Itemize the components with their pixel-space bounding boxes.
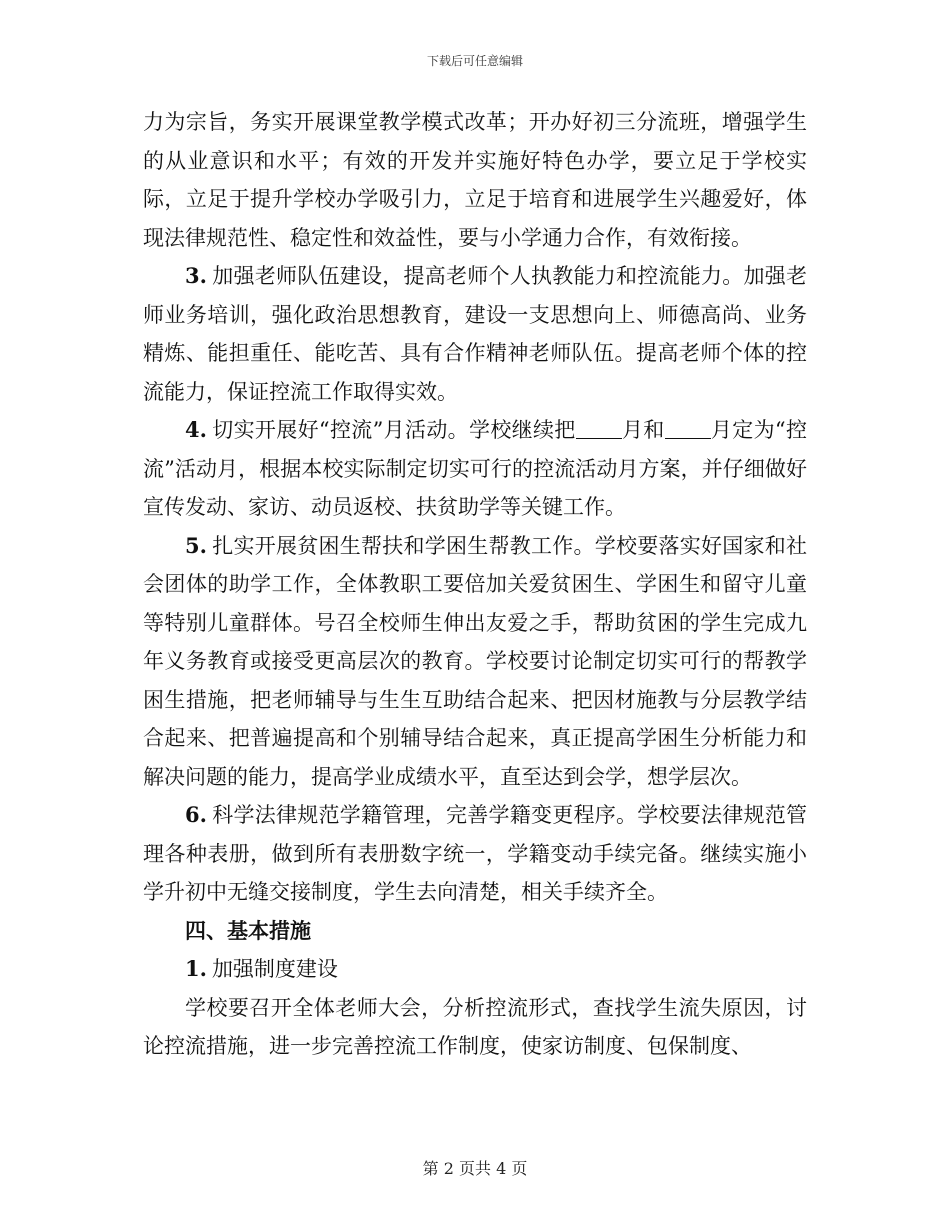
paragraph-measures: 学校要召开全体老师大会，分析控流形式，查找学生流失原因，讨论控流措施，进一步完善控流工作制度，使家访制度、包保制度、 (143, 995, 807, 1058)
item-text-part-a: 切实开展好“控流”月活动。学校继续把 (211, 418, 576, 442)
paragraph-continued: 力为宗旨，务实开展课堂教学模式改革；开办好初三分流班，增强学生的从业意识和水平；有效的开发并实施好特色办学，要立足于学校实际，立足于提升学校办学吸引力，立足于培育和进展学生兴趣爱好，体现法律规范性、稳定性和效益性，要与小学通力合作，有效衔接。 (143, 110, 807, 250)
page-header: 下载后可任意编辑 (426, 54, 523, 68)
item-number: 4. (185, 417, 207, 442)
paragraph-item-5 (143, 527, 807, 797)
paragraph-item-6 (143, 796, 807, 912)
page-footer: 第 2 页共 4 页 (422, 1159, 528, 1178)
item-text: 加强老师队伍建设，提高老师个人执教能力和控流能力。加强老师业务培训，强化政治思想教育，建设一支思想向上、师德高尚、业务精炼、能担重任、能吃苦、具有合作精神老师队伍。提高老师个体的控流能力，保证控流工作取得实效。 (143, 264, 807, 404)
item-text: 加强制度建设 (211, 957, 338, 981)
subheading-item-1 (143, 950, 807, 989)
fill-in-blank (665, 418, 711, 439)
item-text-part-c: 月定为“控流”活动月，根据本校实际制定切实可行的控流活动月方案，并仔细做好宣传发动、家访、动员返校、扶贫助学等关键工作。 (143, 418, 807, 519)
paragraph-item-3 (143, 257, 807, 411)
paragraph-item-4 (143, 411, 807, 527)
item-number: 3. (185, 263, 207, 288)
item-number: 5. (185, 532, 207, 558)
document-body (143, 103, 807, 1066)
item-number: 6. (185, 802, 207, 827)
section-heading: 四、基本措施 (185, 917, 311, 943)
item-text: 科学法律规范学籍管理，完善学籍变更程序。学校要法律规范管理各种表册，做到所有表册数字统一，学籍变动手续完备。继续实施小学升初中无缝交接制度，学生去向清楚，相关手续齐全。 (143, 803, 807, 904)
item-text: 扎实开展贫困生帮扶和学困生帮教工作。学校要落实好国家和社会团体的助学工作，全体教职工要倍加关爱贫困生、学困生和留守儿童等特别儿童群体。号召全校师生伸出友爱之手，帮助贫困的学生完成九年义务教育或接受更高层次的教育。学校要讨论制定切实可行的帮教学困生措施，把老师辅导与生生互助结合起来、把因材施教与分层教学结合起来、把普遍提高和个别辅导结合起来，真正提高学困生分析能力和解决问题的能力，提高学业成绩水平，直至达到会学，想学层次。 (143, 533, 807, 789)
item-text-part-b: 月和 (621, 418, 665, 442)
item-number: 1. (185, 956, 207, 981)
fill-in-blank (576, 418, 622, 439)
